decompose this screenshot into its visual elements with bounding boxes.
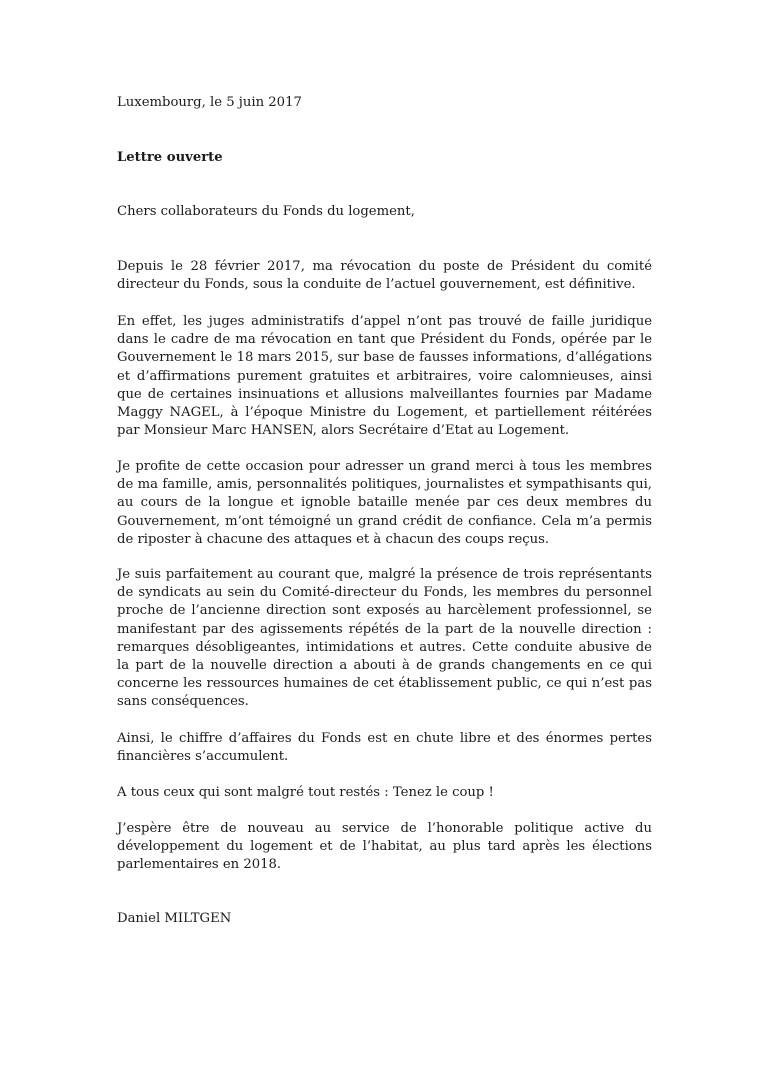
paragraph-future: J’espère être de nouveau au service de l’honorable politique active du développement du logement et de l’habitat, au plus tard après les élections parlementaires en 2018.: [117, 821, 652, 873]
paragraph-thanks: Je profite de cette occasion pour adresser un grand merci à tous les membres de ma famille, amis, personnalités politiques, journalistes et sympathisants qui, au cours de la longue et ignoble bataille menée par ces deux membres du Gouvernement, m’ont témoigné un grand crédit de confiance. Cela m’a permis de riposter à chacune des attaques et à chacun des coups reçus.: [117, 459, 652, 547]
paragraph-revocation: Depuis le 28 février 2017, ma révocation du poste de Président du comité directeur du Fonds, sous la conduite de l’actuel gouvernement, est définitive.: [117, 259, 652, 293]
salutation: Chers collaborateurs du Fonds du logement,: [117, 204, 415, 219]
letter-title: Lettre ouverte: [117, 150, 223, 165]
paragraph-judges: En effet, les juges administratifs d’appel n’ont pas trouvé de faille juridique dans le cadre de ma révocation en tant que Président du Fonds, opérée par le Gouvernement le 18 mars 2015, sur base de fausses informations, d’allégations et d’affirmations purement gratuites et arbitraires, voire calomnieuses, ainsi que de certaines insinuations et allusions malveillantes fournies par Madame Maggy NAGEL, à l’époque Ministre du Logement, et partiellement réitérées par Monsieur Marc HANSEN, alors Secrétaire d’Etat au Logement.: [117, 314, 652, 439]
paragraph-harassment: Je suis parfaitement au courant que, malgré la présence de trois représentants de syndicats au sein du Comité-directeur du Fonds, les membres du personnel proche de l’ancienne direction sont exposés au harcèlement professionnel, se manifestant par des agissements répétés de la part de la nouvelle direction : remarques désobligeantes, intimidations et autres. Cette conduite abusive de la part de la nouvelle direction a abouti à de grands changements en ce qui concerne les ressources humaines de cet établissement public, ce qui n’est pas sans conséquences.: [117, 567, 652, 710]
date-line: Luxembourg, le 5 juin 2017: [117, 95, 302, 110]
paragraph-encouragement: A tous ceux qui sont malgré tout restés : Tenez le coup !: [117, 785, 494, 800]
signature: Daniel MILTGEN: [117, 911, 232, 926]
paragraph-finances: Ainsi, le chiffre d’affaires du Fonds est en chute libre et des énormes pertes financières s’accumulent.: [117, 731, 652, 765]
